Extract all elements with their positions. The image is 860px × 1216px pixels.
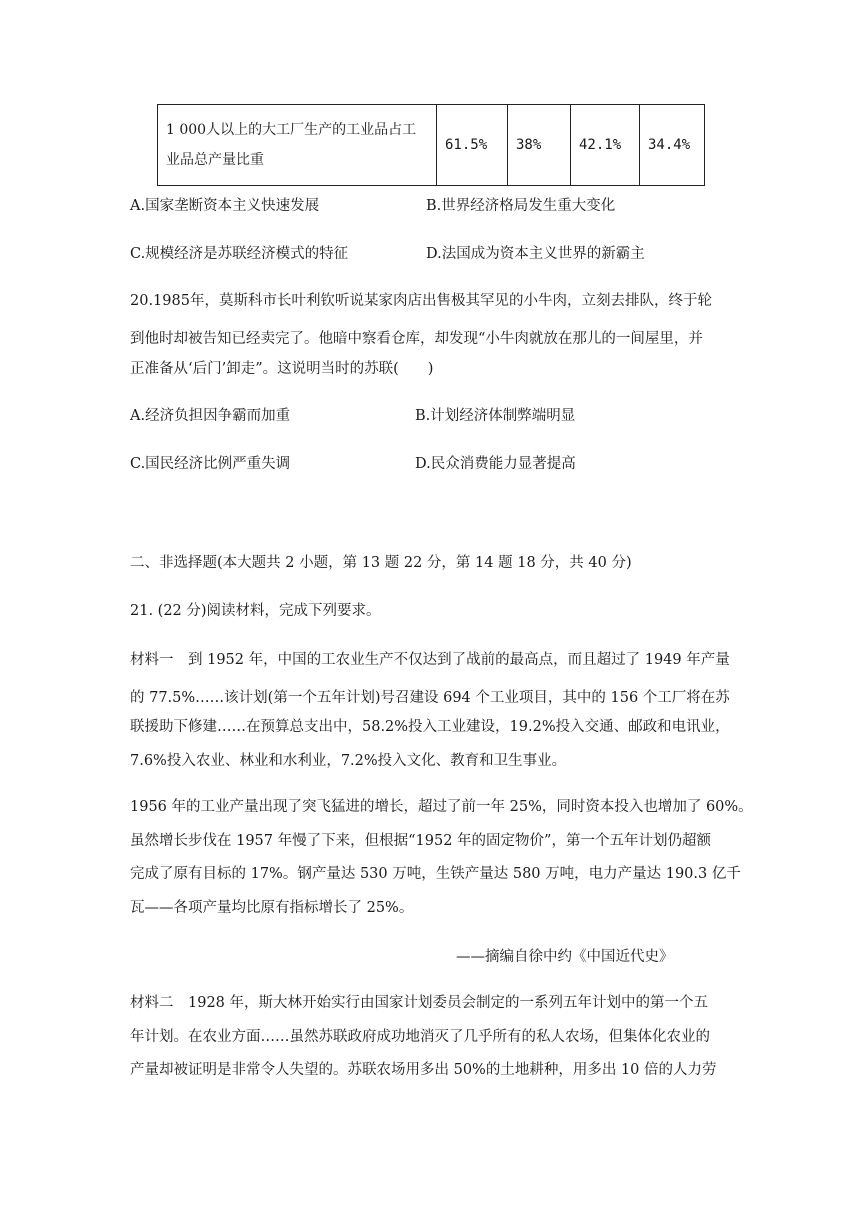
- table-row-label-line1: 1 000人以上的大工厂生产的工业品占工: [166, 122, 417, 138]
- table-row-label-line2: 业品总产量比重: [166, 152, 264, 168]
- material-1-line: 1956 年的工业产量出现了突飞猛进的增长，超过了前一年 25%，同时资本投入也增加了 60%。: [130, 799, 753, 815]
- material-1-line: 瓦——各项产量均比原有指标增长了 25%。: [130, 900, 414, 916]
- material-1-line: 联援助下修建……在预算总支出中，58.2%投入工业建设，19.2%投入交通、邮政和电讯业，: [130, 719, 730, 735]
- material-1-line: 材料一 到 1952 年，中国的工农业生产不仅达到了战前的最高点，而且超过了 1949 年产量: [130, 652, 730, 668]
- material-1-line: 的 77.5%……该计划(第一个五年计划)号召建设 694 个工业项目，其中的 156 个工厂将在苏: [130, 690, 730, 706]
- material-2-line: 材料二 1928 年，斯大林开始实行由国家计划委员会制定的一系列五年计划中的第一个五: [130, 995, 709, 1011]
- table-cell: 34.4%: [640, 105, 705, 186]
- material-1-line: 虽然增长步伐在 1957 年慢了下来，但根据“1952 年的固定物价”，第一个五年计划仍超额: [130, 833, 711, 849]
- q19-option-a: A.国家垄断资本主义快速发展: [130, 198, 320, 214]
- material-1-line: 7.6%投入农业、林业和水利业，7.2%投入文化、教育和卫生事业。: [130, 753, 567, 769]
- q19-option-b: B.世界经济格局发生重大变化: [426, 198, 616, 214]
- q19-option-d: D.法国成为资本主义世界的新霸主: [426, 246, 645, 262]
- table-cell: 61.5%: [437, 105, 508, 186]
- q20-stem-line3: 正准备从‘后门’卸走”。这说明当时的苏联( ): [130, 361, 434, 377]
- factory-share-table: [157, 104, 705, 186]
- section-2-header: 二、非选择题(本大题共 2 小题，第 13 题 22 分，第 14 题 18 分，共 40 分): [130, 555, 632, 571]
- material-2-line: 年计划。在农业方面……虽然苏联政府成功地消灭了几乎所有的私人农场，但集体化农业的: [130, 1029, 710, 1045]
- q20-option-a: A.经济负担因争霸而加重: [130, 408, 291, 424]
- table-row-label: [158, 105, 437, 186]
- material-1-line: 完成了原有目标的 17%。钢产量达 530 万吨，生铁产量达 580 万吨，电力产量达 190.3 亿千: [130, 866, 741, 882]
- q19-option-c: C.规模经济是苏联经济模式的特征: [130, 246, 349, 262]
- material-1-source: ——摘编自徐中约《中国近代史》: [456, 949, 674, 965]
- table-cell: 42.1%: [571, 105, 640, 186]
- table-cell: 38%: [508, 105, 571, 186]
- q20-option-d: D.民众消费能力显著提高: [415, 456, 576, 472]
- q20-stem-line1: 20.1985年，莫斯科市长叶利钦听说某家肉店出售极其罕见的小牛肉，立刻去排队，终于轮: [130, 293, 712, 309]
- q20-stem-line2: 到他时却被告知已经卖完了。他暗中察看仓库，却发现“小牛肉就放在那儿的一间屋里，并: [130, 331, 703, 347]
- q21-stem: 21. (22 分)阅读材料，完成下列要求。: [130, 603, 381, 619]
- q20-option-b: B.计划经济体制弊端明显: [415, 408, 576, 424]
- q20-option-c: C.国民经济比例严重失调: [130, 456, 291, 472]
- material-2-line: 产量却被证明是非常令人失望的。苏联农场用多出 50%的土地耕种，用多出 10 倍的人力劳: [130, 1062, 717, 1078]
- table-row: [158, 105, 705, 186]
